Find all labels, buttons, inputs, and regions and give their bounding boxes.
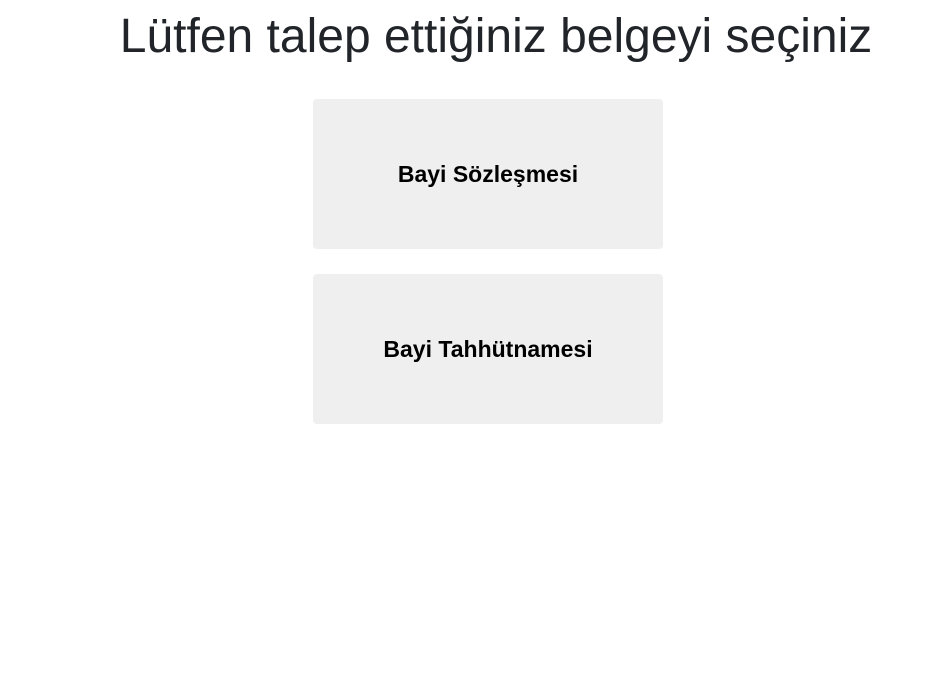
dealer-commitment-label: Bayi Tahhütnamesi — [383, 335, 593, 362]
dealer-agreement-button[interactable] — [313, 99, 663, 249]
dealer-commitment-button[interactable] — [313, 274, 663, 424]
dealer-agreement-label: Bayi Sözleşmesi — [397, 160, 579, 187]
page-title: Lütfen talep ettiğiniz belgeyi seçiniz — [119, 10, 873, 63]
